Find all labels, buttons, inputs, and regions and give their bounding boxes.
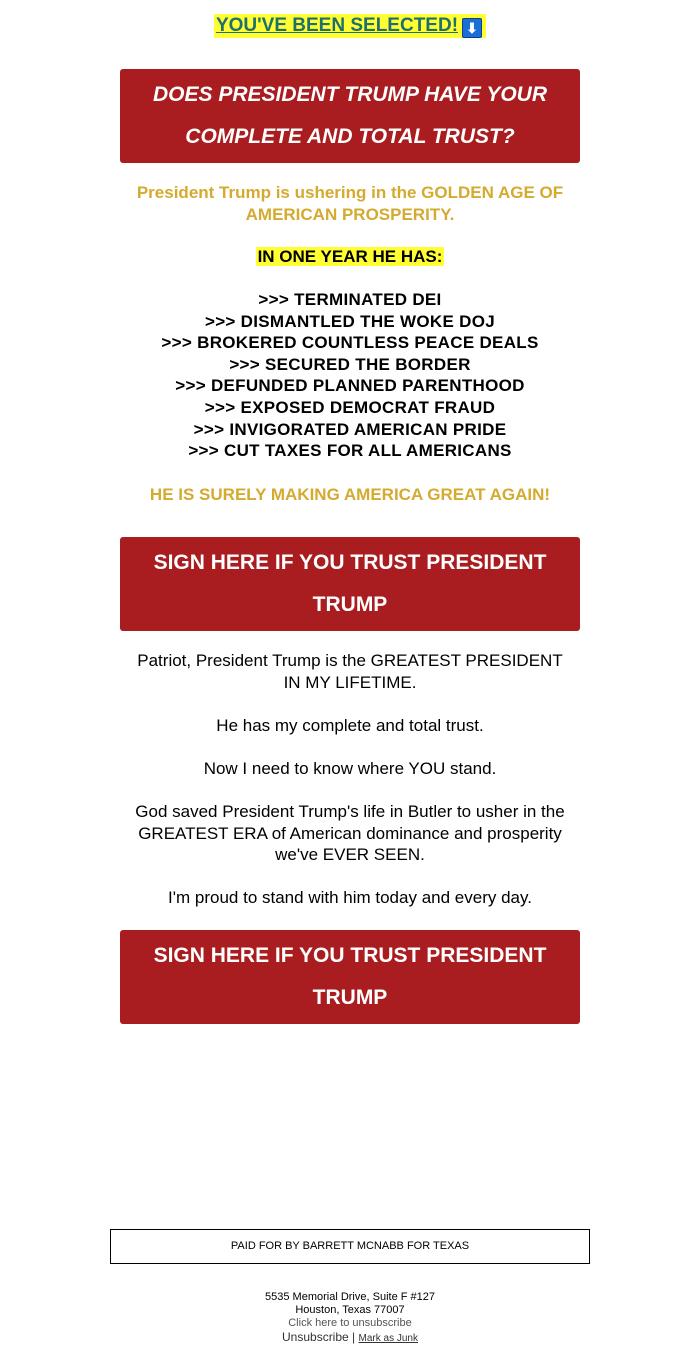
paid-for-disclaimer: PAID FOR BY BARRETT MCNABB FOR TEXAS <box>110 1229 590 1264</box>
list-item: >>> DISMANTLED THE WOKE DOJ <box>204 311 496 331</box>
mark-as-junk-link[interactable]: Mark as Junk <box>358 1333 418 1344</box>
headline-line-1: DOES PRESIDENT TRUMP HAVE YOUR <box>153 83 547 106</box>
headline-box <box>120 69 580 163</box>
one-year-heading <box>0 246 700 269</box>
intro-text <box>0 182 700 226</box>
cta-line-1: SIGN HERE IF YOU TRUST PRESIDENT <box>153 551 547 574</box>
selected-text: YOU'VE BEEN SELECTED! <box>215 15 459 36</box>
cta-line-1: SIGN HERE IF YOU TRUST PRESIDENT <box>153 944 547 967</box>
list-item: >>> TERMINATED DEI <box>258 290 442 309</box>
body-paragraph-2: He has my complete and total trust. <box>216 716 484 735</box>
list-item: >>> CUT TAXES FOR ALL AMERICANS <box>188 441 512 461</box>
list-item: >>> SECURED THE BORDER <box>229 354 471 374</box>
sign-here-button-2[interactable] <box>120 930 580 1024</box>
accomplishments-list <box>0 289 700 462</box>
headline-line-2: COMPLETE AND TOTAL TRUST? <box>185 125 515 148</box>
unsubscribe-link[interactable]: Unsubscribe <box>282 1330 349 1344</box>
cta-line-2: TRUMP <box>312 593 388 616</box>
link-separator: | <box>352 1330 356 1344</box>
great-again-text: HE IS SURELY MAKING AMERICA GREAT AGAIN! <box>149 485 551 504</box>
cta-line-2: TRUMP <box>312 986 388 1009</box>
unsubscribe-note[interactable]: Click here to unsubscribe <box>288 1317 412 1329</box>
selected-banner <box>0 14 700 40</box>
list-item: >>> EXPOSED DEMOCRAT FRAUD <box>204 397 496 417</box>
p1-line-2: IN MY LIFETIME. <box>283 672 417 692</box>
down-arrow-icon: ⬇ <box>462 18 482 38</box>
body-paragraph-4 <box>120 801 580 866</box>
p4-line-2: GREATEST ERA of American dominance and prosperity <box>138 823 562 843</box>
address-line-2: Houston, Texas 77007 <box>295 1304 405 1316</box>
p4-line-1: God saved President Trump's life in Butler to usher in the <box>135 802 565 821</box>
body-paragraph-3: Now I need to know where YOU stand. <box>203 759 497 778</box>
footer-links <box>0 1330 700 1346</box>
intro-line-1: President Trump is ushering in the GOLDEN AGE OF <box>136 183 564 202</box>
p1-line-1: Patriot, President Trump is the GREATEST PRESIDENT <box>137 651 563 670</box>
list-item: >>> DEFUNDED PLANNED PARENTHOOD <box>175 376 525 396</box>
list-item: >>> BROKERED COUNTLESS PEACE DEALS <box>161 333 539 353</box>
footer <box>0 1291 700 1346</box>
body-paragraph-1 <box>120 650 580 693</box>
body-paragraph-5: I'm proud to stand with him today and every day. <box>168 888 532 907</box>
sign-here-button[interactable] <box>120 537 580 631</box>
list-item: >>> INVIGORATED AMERICAN PRIDE <box>193 419 507 439</box>
address-line-1: 5535 Memorial Drive, Suite F #127 <box>265 1291 435 1303</box>
intro-line-2: AMERICAN PROSPERITY. <box>245 205 455 224</box>
selected-heading <box>214 14 486 38</box>
p4-line-3: we've EVER SEEN. <box>275 845 425 864</box>
one-year-label: IN ONE YEAR HE HAS: <box>257 247 443 266</box>
